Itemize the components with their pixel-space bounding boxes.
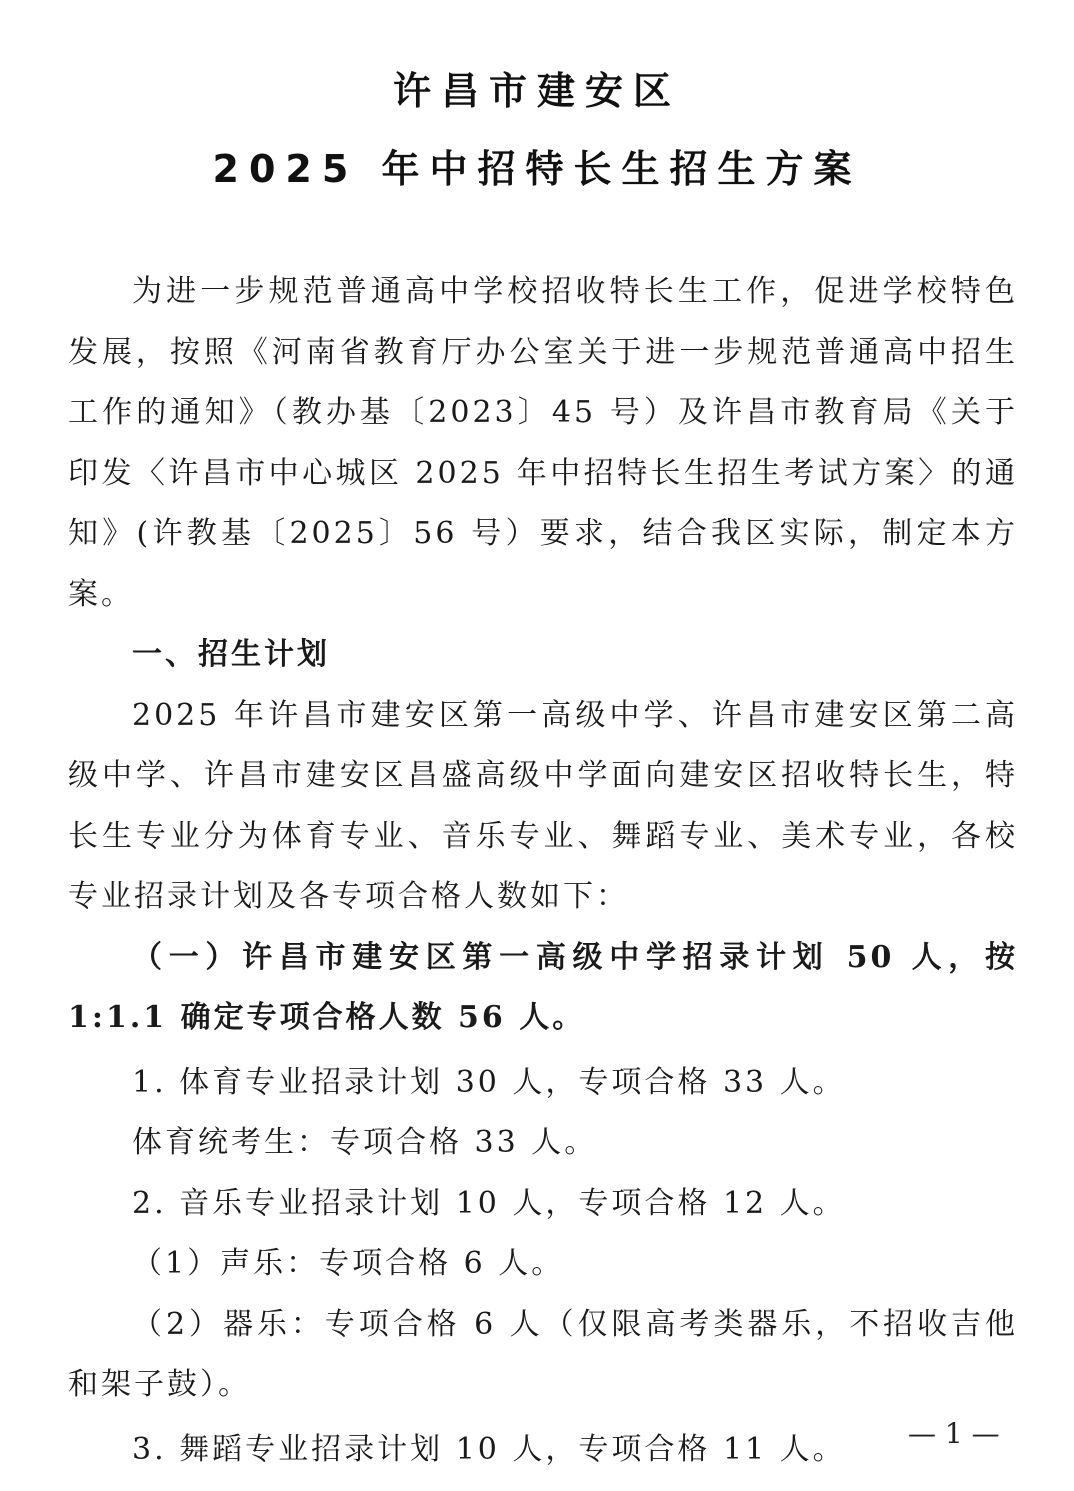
section-1-paragraph: 2025 年许昌市建安区第一高级中学、许昌市建安区第二高级中学、许昌市建安区昌盛高级中学面向建安区招收特长生，特长生专业分为体育专业、音乐专业、舞蹈专业、美术专业，各校专业招录计划及各专项合格人数如下：: [68, 697, 1018, 914]
item-2: 2. 音乐专业招录计划 10 人，专项合格 12 人。: [132, 1185, 846, 1221]
item-3: 3. 舞蹈专业招录计划 10 人，专项合格 11 人。: [132, 1431, 846, 1467]
item-2-b: （2）器乐：专项合格 6 人（仅限高考类器乐，不招收吉他和架子鼓）。: [68, 1306, 1018, 1402]
intro-paragraph: 为进一步规范普通高中学校招收特长生工作，促进学校特色发展，按照《河南省教育厅办公室关于进一步规范普通高中招生工作的通知》（教办基〔2023〕45 号）及许昌市教育局《关于印发〈许昌市中心城区 2025 年中招特长生招生考试方案〉的通知》(许教基〔2025〕56 号）要求，结合我区实际，制定本方案。: [68, 274, 1018, 612]
subsection-1: （一）许昌市建安区第一高级中学招录计划 50 人，按 1:1.1 确定专项合格人数 56 人。: [68, 939, 1018, 1035]
document-body: [68, 262, 1018, 1480]
title-line-2: 2025 年中招特长生招生方案: [212, 147, 862, 191]
section-1-heading: 一、招生计划: [132, 637, 330, 672]
page-number: — 1 —: [908, 1417, 1000, 1450]
item-2-a: （1）声乐：专项合格 6 人。: [132, 1246, 565, 1281]
item-1: 1. 体育专业招录计划 30 人，专项合格 33 人。: [132, 1064, 846, 1100]
item-1-sub: 体育统考生：专项合格 33 人。: [132, 1125, 598, 1160]
title-line-1: 许昌市建安区: [392, 69, 681, 113]
